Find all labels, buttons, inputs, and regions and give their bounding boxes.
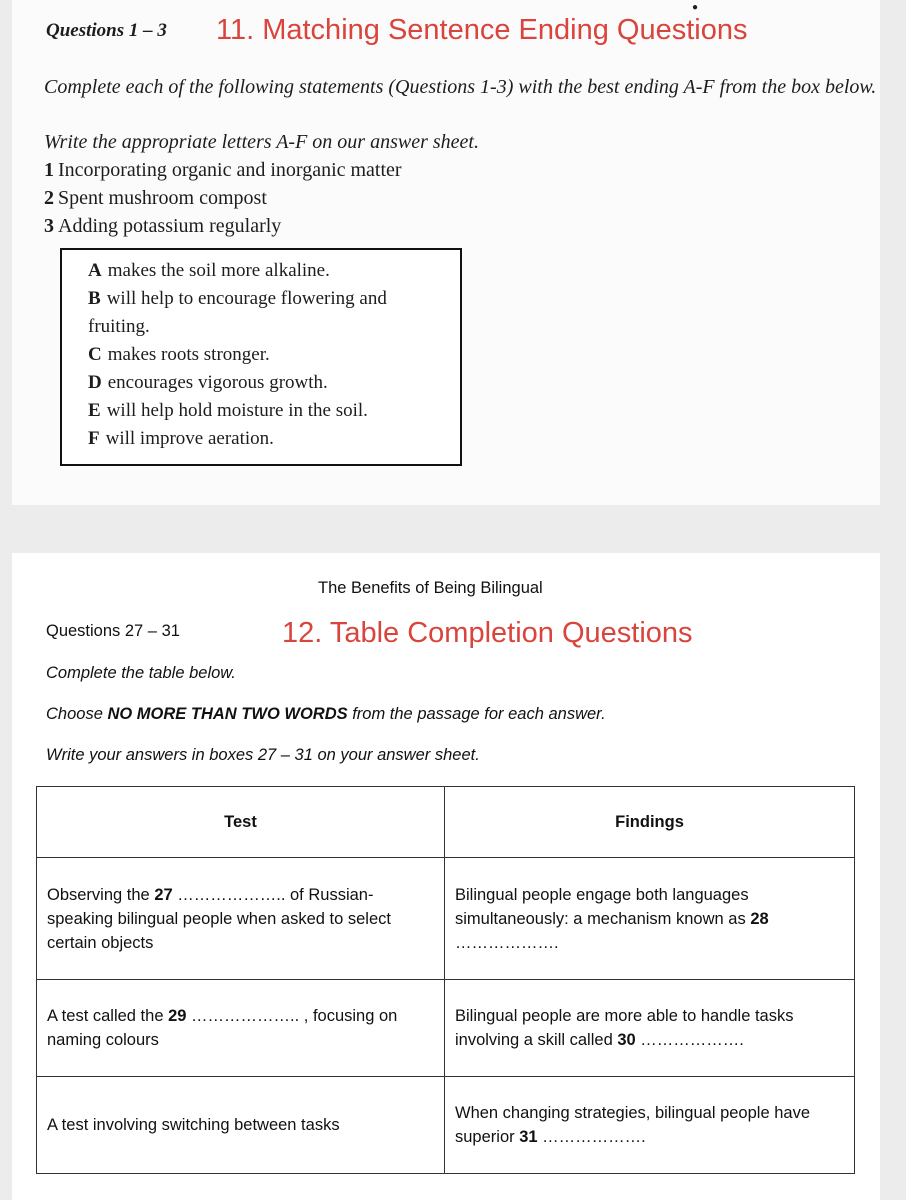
finding-cell: Bilingual people are more able to handle tasks involving a skill called 30 ………………. xyxy=(445,980,855,1077)
ending-c: C makes roots stronger. xyxy=(88,344,270,365)
endings-box xyxy=(60,248,462,466)
test-cell: Observing the 27 ……………….. of Russian-speaking bilingual people when asked to select certain objects xyxy=(37,858,445,980)
table-row xyxy=(37,858,855,980)
ending-b-continued: fruiting. xyxy=(88,316,150,337)
statement-3 xyxy=(44,215,281,238)
header-test: Test xyxy=(37,787,445,858)
statement-1 xyxy=(44,159,402,182)
ending-f: F will improve aeration. xyxy=(88,428,274,449)
table-completion-panel xyxy=(12,553,880,1200)
instruction-word-limit: Choose NO MORE THAN TWO WORDS from the passage for each answer. xyxy=(46,705,606,723)
statement-number: 3 xyxy=(44,215,54,237)
table-row xyxy=(37,980,855,1077)
table-row xyxy=(37,1077,855,1174)
test-cell: A test called the 29 ……………….. , focusing on naming colours xyxy=(37,980,445,1077)
statement-2 xyxy=(44,187,267,210)
statement-number: 2 xyxy=(44,187,54,209)
ending-e: E will help hold moisture in the soil. xyxy=(88,400,368,421)
finding-cell: When changing strategies, bilingual people have superior 31 ………………. xyxy=(445,1077,855,1174)
ending-b: B will help to encourage flowering and xyxy=(88,288,387,309)
statement-text: Incorporating organic and inorganic matter xyxy=(58,159,402,181)
ending-d: D encourages vigorous growth. xyxy=(88,372,328,393)
section-12-title: 12. Table Completion Questions xyxy=(282,617,693,649)
dot-mark: ● xyxy=(692,2,699,13)
instruction-complete-table: Complete the table below. xyxy=(46,664,236,682)
section-11-title: 11. Matching Sentence Ending Questions xyxy=(216,14,748,46)
instruction-complete: Complete each of the following statements (Questions 1-3) with the best ending A-F from the box below. xyxy=(44,76,877,98)
questions-27-31-label: Questions 27 – 31 xyxy=(46,622,180,640)
header-findings: Findings xyxy=(445,787,855,858)
instruction-write-letters: Write the appropriate letters A-F on our answer sheet. xyxy=(44,131,479,153)
word-limit-emphasis: NO MORE THAN TWO WORDS xyxy=(107,705,348,723)
statement-number: 1 xyxy=(44,159,54,181)
statement-text: Adding potassium regularly xyxy=(58,215,282,237)
instruction-answer-boxes: Write your answers in boxes 27 – 31 on your answer sheet. xyxy=(46,746,480,764)
statement-text: Spent mushroom compost xyxy=(58,187,267,209)
ending-a: A makes the soil more alkaline. xyxy=(88,260,330,281)
questions-1-3-label: Questions 1 – 3 xyxy=(46,20,167,41)
table-header-row xyxy=(37,787,855,858)
finding-cell: Bilingual people engage both languages simultaneously: a mechanism known as 28 ………………. xyxy=(445,858,855,980)
matching-section-panel xyxy=(12,0,880,505)
completion-table xyxy=(36,786,855,1174)
test-cell: A test involving switching between tasks xyxy=(37,1077,445,1174)
passage-title: The Benefits of Being Bilingual xyxy=(318,579,543,597)
